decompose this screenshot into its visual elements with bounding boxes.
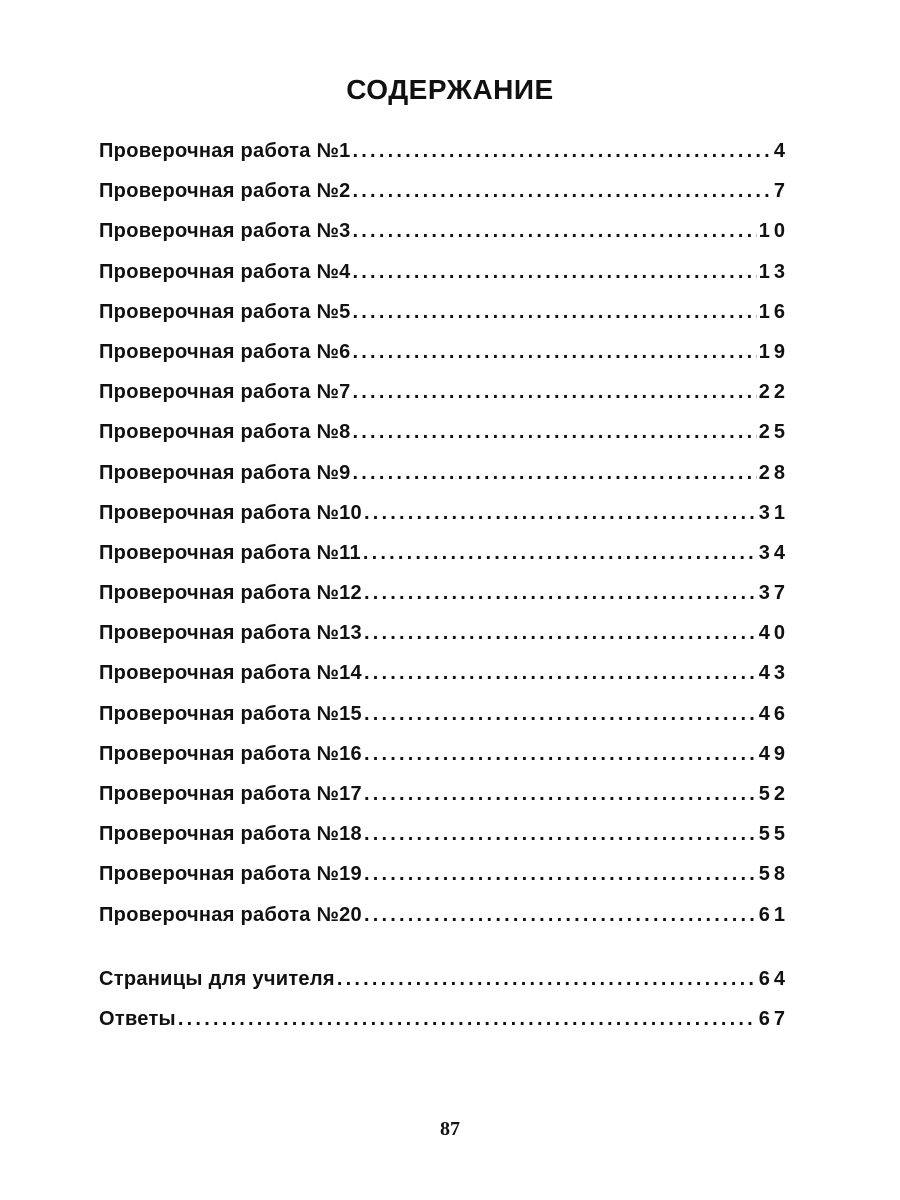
toc-entry-page: 43 bbox=[758, 662, 789, 685]
dot-leader bbox=[353, 462, 757, 485]
toc-entry bbox=[99, 703, 789, 743]
toc-entry-page: 49 bbox=[758, 742, 789, 765]
dot-leader bbox=[364, 743, 757, 766]
toc-entry-page: 10 bbox=[758, 220, 789, 243]
toc-entry-label: Проверочная работа №14 bbox=[99, 662, 362, 685]
toc-entry-label: Проверочная работа №8 bbox=[99, 421, 351, 444]
toc-entry-page: 61 bbox=[758, 903, 789, 926]
toc-entry-label: Проверочная работа №18 bbox=[99, 823, 362, 846]
dot-leader bbox=[364, 662, 757, 685]
toc-entry bbox=[99, 502, 789, 542]
toc-entry-label: Проверочная работа №16 bbox=[99, 742, 362, 765]
dot-leader bbox=[353, 261, 757, 284]
toc-entry bbox=[99, 863, 789, 903]
toc-entry-page: 16 bbox=[758, 300, 789, 323]
table-of-contents bbox=[99, 140, 789, 1048]
toc-entry-label: Проверочная работа №1 bbox=[99, 140, 351, 162]
toc-entry bbox=[99, 783, 789, 823]
dot-leader bbox=[353, 180, 772, 203]
dot-leader bbox=[353, 421, 757, 444]
toc-entry bbox=[99, 542, 789, 582]
toc-entry bbox=[99, 180, 789, 220]
toc-entry-label: Проверочная работа №11 bbox=[99, 541, 361, 564]
toc-entry bbox=[99, 622, 789, 662]
dot-leader bbox=[178, 1008, 757, 1031]
toc-entry bbox=[99, 743, 789, 783]
toc-entry bbox=[99, 904, 789, 944]
toc-entry bbox=[99, 662, 789, 702]
toc-entry-label: Проверочная работа №12 bbox=[99, 582, 362, 605]
toc-entry-label: Проверочная работа №13 bbox=[99, 622, 362, 645]
toc-entry-label: Проверочная работа №2 bbox=[99, 180, 351, 203]
toc-entry-label: Проверочная работа №10 bbox=[99, 501, 362, 524]
toc-entry-page: 58 bbox=[758, 863, 789, 886]
toc-entry-page: 28 bbox=[758, 461, 789, 484]
dot-leader bbox=[364, 622, 757, 645]
dot-leader bbox=[364, 863, 757, 886]
toc-entry-page: 7 bbox=[773, 180, 789, 203]
toc-entry-label: Страницы для учителя bbox=[99, 967, 335, 990]
toc-entry-label: Проверочная работа №3 bbox=[99, 220, 351, 243]
dot-leader bbox=[364, 502, 757, 525]
toc-entry bbox=[99, 421, 789, 461]
toc-entry bbox=[99, 140, 789, 180]
section-spacer bbox=[99, 944, 789, 968]
toc-entry bbox=[99, 261, 789, 301]
toc-entry-label: Проверочная работа №7 bbox=[99, 381, 351, 404]
dot-leader bbox=[364, 823, 757, 846]
toc-entry-teacher-pages bbox=[99, 968, 789, 1008]
toc-entry-page: 52 bbox=[758, 783, 789, 805]
dot-leader bbox=[353, 341, 757, 364]
toc-entry-label: Проверочная работа №19 bbox=[99, 863, 362, 886]
toc-entry bbox=[99, 301, 789, 341]
dot-leader bbox=[364, 703, 757, 726]
toc-entry bbox=[99, 823, 789, 863]
toc-entry bbox=[99, 341, 789, 381]
toc-entry-page: 37 bbox=[758, 582, 789, 605]
toc-entry-page: 4 bbox=[773, 140, 789, 162]
dot-leader bbox=[353, 301, 757, 324]
toc-entry-label: Проверочная работа №6 bbox=[99, 340, 351, 363]
dot-leader bbox=[353, 381, 757, 404]
toc-entry bbox=[99, 381, 789, 421]
toc-entry bbox=[99, 220, 789, 260]
toc-entry-page: 31 bbox=[758, 501, 789, 524]
dot-leader bbox=[363, 542, 757, 565]
toc-entry-label: Проверочная работа №15 bbox=[99, 702, 362, 725]
toc-entry-page: 13 bbox=[758, 260, 789, 283]
toc-entry-page: 19 bbox=[758, 340, 789, 363]
dot-leader bbox=[364, 783, 757, 806]
dot-leader bbox=[337, 968, 757, 991]
toc-entry-label: Проверочная работа №17 bbox=[99, 783, 362, 805]
toc-entry bbox=[99, 582, 789, 622]
toc-entry-label: Проверочная работа №20 bbox=[99, 903, 362, 926]
toc-entry-page: 34 bbox=[758, 541, 789, 564]
toc-entry-page: 22 bbox=[758, 381, 789, 404]
toc-entry-label: Проверочная работа №9 bbox=[99, 461, 351, 484]
dot-leader bbox=[353, 220, 757, 243]
dot-leader bbox=[364, 582, 757, 605]
toc-entry-page: 64 bbox=[758, 967, 789, 990]
page-title: СОДЕРЖАНИЕ bbox=[346, 74, 554, 105]
toc-entry-page: 55 bbox=[758, 823, 789, 846]
toc-entry-label: Ответы bbox=[99, 1007, 176, 1030]
toc-entry-label: Проверочная работа №4 bbox=[99, 260, 351, 283]
toc-entry-page: 67 bbox=[758, 1007, 789, 1030]
toc-entry-page: 25 bbox=[758, 421, 789, 444]
page-number: 87 bbox=[440, 1118, 460, 1140]
toc-entry-page: 46 bbox=[758, 702, 789, 725]
dot-leader bbox=[364, 904, 757, 927]
toc-entry bbox=[99, 462, 789, 502]
dot-leader bbox=[353, 140, 772, 163]
toc-entry-label: Проверочная работа №5 bbox=[99, 300, 351, 323]
toc-entry-page: 40 bbox=[758, 622, 789, 645]
toc-entry-answers bbox=[99, 1008, 789, 1048]
